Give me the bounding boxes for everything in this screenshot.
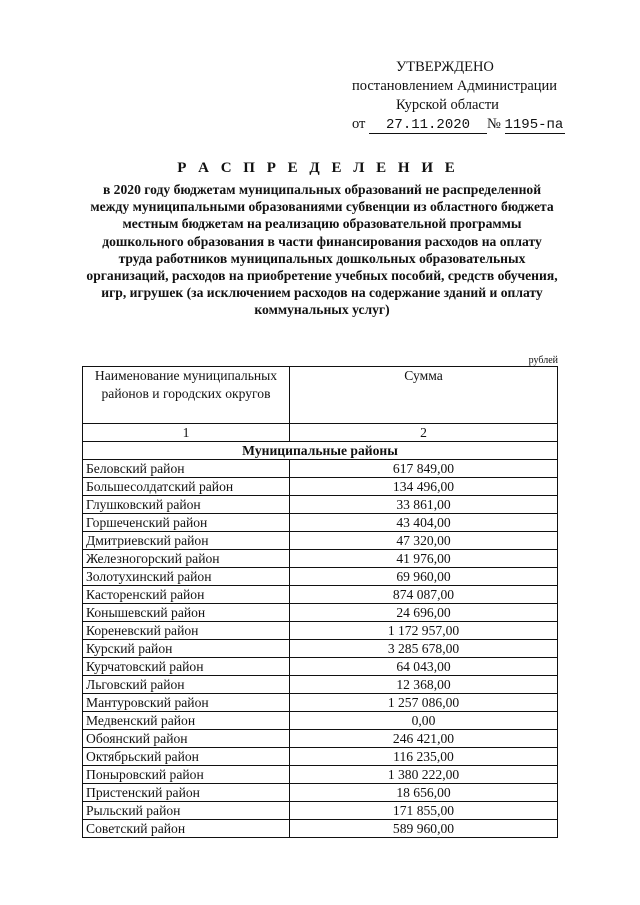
table-row [83,496,558,514]
resolution-date: 27.11.2020 [369,118,487,134]
district-name: Железногорский район [83,550,290,568]
district-name: Мантуровский район [83,694,290,712]
district-name: Конышевский район [83,604,290,622]
col-amount-number: 2 [290,424,558,442]
district-name: Советский район [83,820,290,838]
district-name: Кореневский район [83,622,290,640]
table-header-row [83,367,558,424]
table-row [83,640,558,658]
col-name-header: Наименование муниципальных районов и городских округов [83,367,290,424]
district-amount: 874 087,00 [290,586,558,604]
table-row [83,784,558,802]
district-amount: 12 368,00 [290,676,558,694]
district-amount: 116 235,00 [290,748,558,766]
table-row [83,532,558,550]
document-subtitle: в 2020 году бюджетам муниципальных образований не распределенной между муниципальными образованиями субвенции из областного бюджета местным бюджетам на реализацию образовательной программы дошкольного образования в части финансирования расходов на оплату труда работников муниципальных дошкольных образовательных организаций, расходов на приобретение учебных пособий, средств обучения, игр, игрушек (за исключением расходов на содержание зданий и оплату коммунальных услуг) [86,182,558,318]
district-amount: 171 855,00 [290,802,558,820]
col-name-number: 1 [83,424,290,442]
region-line: Курской области [396,97,499,113]
district-amount: 246 421,00 [290,730,558,748]
column-number-row [83,424,558,442]
approval-stamp [352,58,592,134]
district-amount: 64 043,00 [290,658,558,676]
units-label: рублей [528,355,558,366]
table-row [83,802,558,820]
district-name: Беловский район [83,460,290,478]
district-amount: 589 960,00 [290,820,558,838]
table-row [83,766,558,784]
district-name: Золотухинский район [83,568,290,586]
district-amount: 3 285 678,00 [290,640,558,658]
district-amount: 24 696,00 [290,604,558,622]
table-row [83,658,558,676]
resolution-number: 1195-па [504,117,564,133]
district-name: Льговский район [83,676,290,694]
distribution-table [82,366,558,838]
district-amount: 47 320,00 [290,532,558,550]
date-number-line [352,115,592,134]
table-row [83,730,558,748]
table-row [83,604,558,622]
district-amount: 134 496,00 [290,478,558,496]
table-row [83,460,558,478]
table-row [83,550,558,568]
table-row [83,820,558,838]
district-name: Касторенский район [83,586,290,604]
section-row [83,442,558,460]
district-name: Медвенский район [83,712,290,730]
district-name: Дмитриевский район [83,532,290,550]
district-amount: 1 172 957,00 [290,622,558,640]
district-amount: 0,00 [290,712,558,730]
district-name: Пристенский район [83,784,290,802]
district-amount: 33 861,00 [290,496,558,514]
district-name: Глушковский район [83,496,290,514]
date-prefix: от [352,116,366,132]
table-row [83,676,558,694]
district-amount: 43 404,00 [290,514,558,532]
district-amount: 69 960,00 [290,568,558,586]
table-row [83,568,558,586]
district-amount: 1 257 086,00 [290,694,558,712]
section-title: Муниципальные районы [83,442,558,460]
district-name: Октябрьский район [83,748,290,766]
col-amount-header: Сумма [290,367,558,424]
table-row [83,478,558,496]
resolution-line: постановлением Администрации [352,78,558,94]
approved-heading: УТВЕРЖДЕНО [396,59,494,75]
district-name: Большесолдатский район [83,478,290,496]
district-name: Курчатовский район [83,658,290,676]
table-row [83,586,558,604]
table-row [83,748,558,766]
table-row [83,694,558,712]
number-prefix: № [487,116,501,132]
district-name: Поныровский район [83,766,290,784]
district-amount: 18 656,00 [290,784,558,802]
district-name: Обоянский район [83,730,290,748]
district-amount: 617 849,00 [290,460,558,478]
table-row [83,712,558,730]
district-name: Рыльский район [83,802,290,820]
district-name: Курский район [83,640,290,658]
district-amount: 41 976,00 [290,550,558,568]
district-amount: 1 380 222,00 [290,766,558,784]
table-row [83,622,558,640]
document-title: Р А С П Р Е Д Е Л Е Н И Е [177,160,459,176]
district-name: Горшеченский район [83,514,290,532]
table-row [83,514,558,532]
